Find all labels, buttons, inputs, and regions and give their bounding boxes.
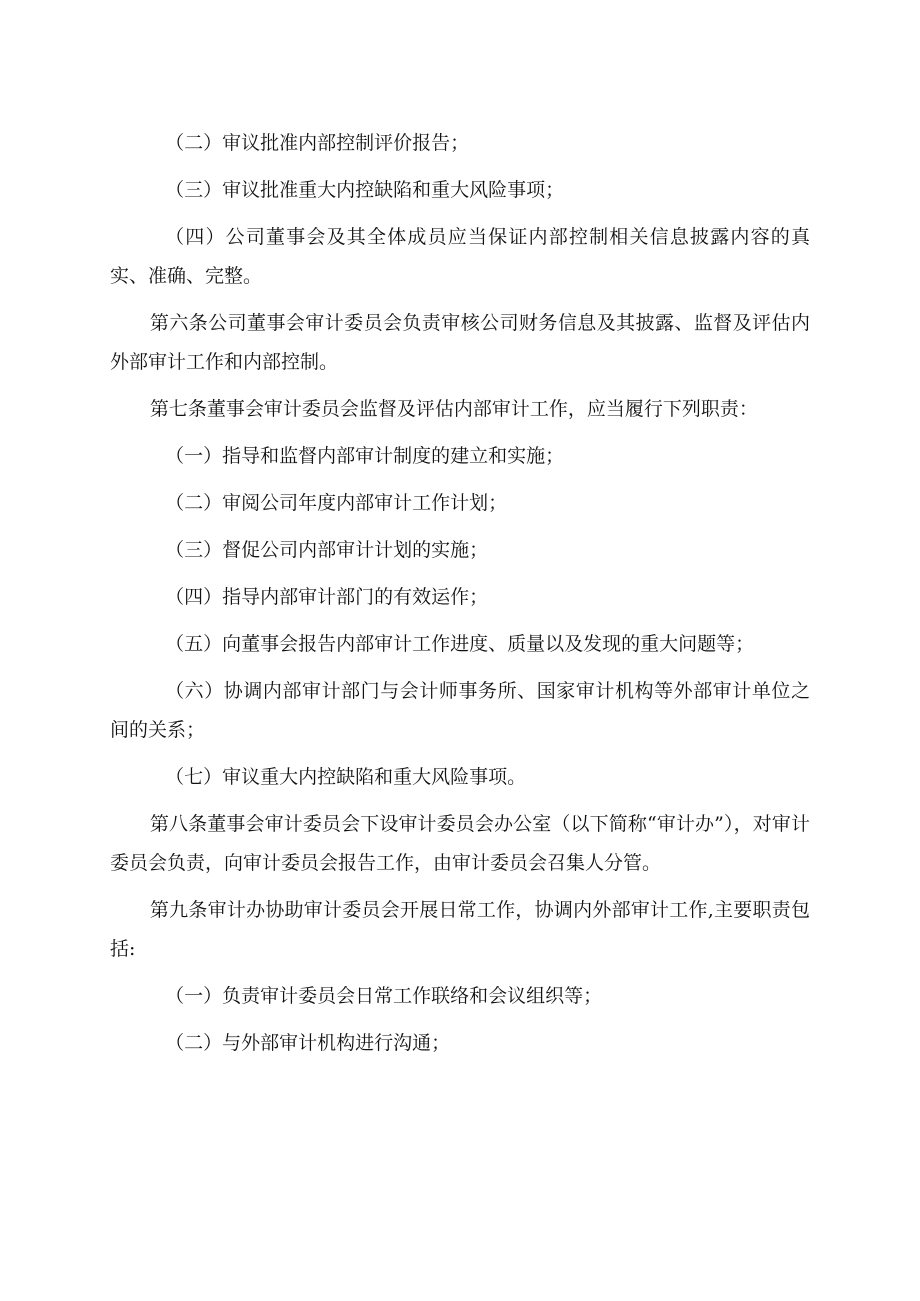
paragraph-article-8: 第八条董事会审计委员会下设审计委员会办公室（以下简称“审计办”），对审计委员会负责，向审计委员会报告工作，由审计委员会召集人分管。 (110, 813, 810, 874)
paragraph-item-2-2: （二）审议批准内部控制评价报告； (165, 132, 470, 154)
paragraph-item-7-1: （一）指导和监督内部审计制度的建立和实施； (165, 445, 565, 467)
paragraph-item-2-3: （三）审议批准重大内控缺陷和重大风险事项； (165, 179, 565, 201)
paragraph-item-9-2: （二）与外部审计机构进行沟通； (165, 1032, 451, 1054)
paragraph-article-6: 第六条公司董事会审计委员会负责审核公司财务信息及其披露、监督及评估内外部审计工作和内部控制。 (110, 312, 810, 373)
paragraph-item-7-6: （六）协调内部审计部门与会计师事务所、国家审计机构等外部审计单位之间的关系； (110, 680, 810, 741)
document-body (110, 124, 810, 1071)
paragraph-article-9: 第九条审计办协助审计委员会开展日常工作，协调内外部审计工作,主要职责包括: (110, 899, 810, 960)
paragraph-item-7-5: （五）向董事会报告内部审计工作进度、质量以及发现的重大问题等； (165, 633, 755, 655)
paragraph-item-9-1: （一）负责审计委员会日常工作联络和会议组织等； (165, 985, 603, 1007)
paragraph-item-7-2: （二）审阅公司年度内部审计工作计划； (165, 492, 508, 514)
paragraph-item-7-7: （七）审议重大内控缺陷和重大风险事项。 (165, 766, 527, 788)
paragraph-item-7-3: （三）督促公司内部审计计划的实施； (165, 539, 489, 561)
paragraph-item-2-4: （四）公司董事会及其全体成员应当保证内部控制相关信息披露内容的真实、准确、完整。 (110, 226, 810, 287)
paragraph-item-7-4: （四）指导内部审计部门的有效运作； (165, 586, 489, 608)
paragraph-article-7: 第七条董事会审计委员会监督及评估内部审计工作，应当履行下列职责： (149, 398, 758, 420)
